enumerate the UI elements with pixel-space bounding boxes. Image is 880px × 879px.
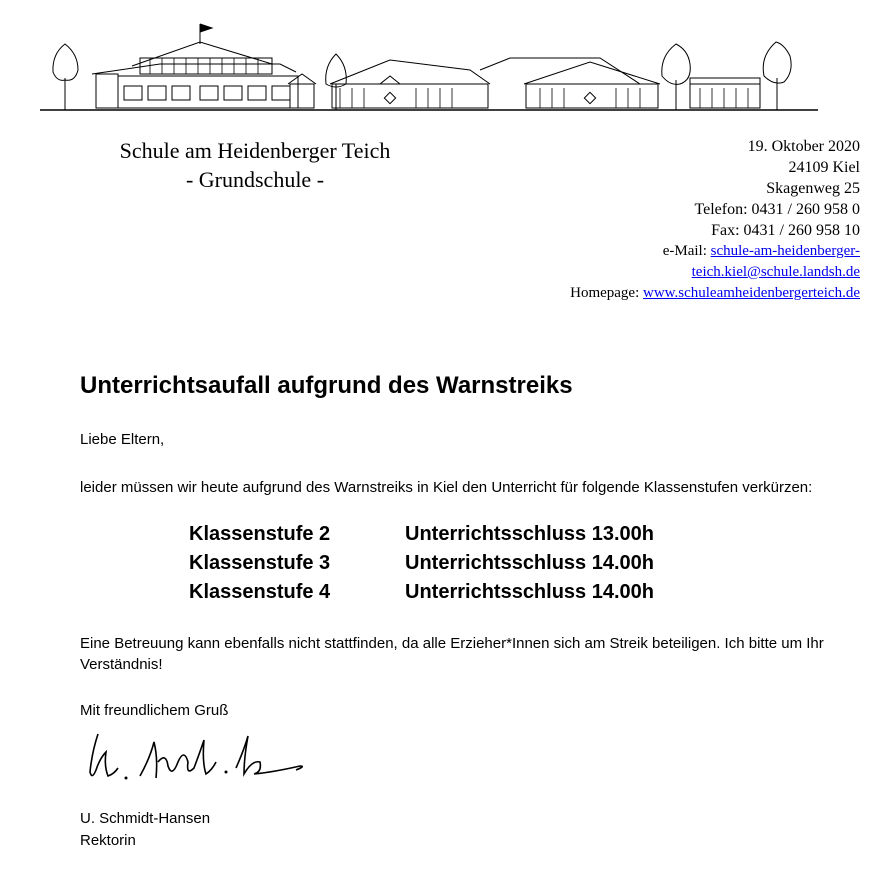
end-time: Unterrichtsschluss 14.00h bbox=[405, 552, 654, 574]
class-schedule bbox=[189, 520, 654, 607]
school-type: - Grundschule - bbox=[185, 167, 325, 192]
salutation: Liebe Eltern, bbox=[80, 431, 165, 448]
grade-label: Klassenstufe 4 bbox=[189, 581, 331, 603]
email-label: e-Mail: bbox=[662, 243, 707, 259]
intro-paragraph: leider müssen wir heute aufgrund des Warnstreiks in Kiel den Unterricht für folgende Klassenstufen verkürzen: bbox=[80, 479, 813, 496]
schedule-row bbox=[189, 578, 654, 607]
phone-number: Telefon: 0431 / 260 958 0 bbox=[694, 201, 860, 218]
school-name: Schule am Heidenberger Teich bbox=[119, 138, 391, 163]
grade-label: Klassenstufe 3 bbox=[189, 552, 331, 574]
fax-number: Fax: 0431 / 260 958 10 bbox=[711, 222, 860, 239]
contact-block bbox=[570, 136, 860, 304]
letter-date: 19. Oktober 2020 bbox=[747, 138, 860, 155]
homepage-label: Homepage: bbox=[570, 285, 640, 301]
grade-label: Klassenstufe 2 bbox=[189, 523, 331, 545]
email-link-line1[interactable]: schule-am-heidenberger- bbox=[710, 243, 860, 259]
closing: Mit freundlichem Gruß bbox=[80, 702, 229, 719]
handwritten-signature bbox=[84, 722, 314, 792]
care-note: Eine Betreuung kann ebenfalls nicht stattfinden, da alle Erzieher*Innen sich am Streik beteiligen. Ich bitte um Ihr Verständnis! bbox=[80, 635, 824, 673]
end-time: Unterrichtsschluss 14.00h bbox=[405, 581, 654, 603]
email-link-line2[interactable]: teich.kiel@schule.landsh.de bbox=[691, 264, 860, 280]
schedule-row bbox=[189, 520, 654, 549]
street-address: Skagenweg 25 bbox=[766, 180, 860, 197]
letter-title: Unterrichtsaufall aufgrund des Warnstreiks bbox=[80, 372, 573, 399]
signer-role: Rektorin bbox=[80, 832, 136, 849]
postal-city: 24109 Kiel bbox=[788, 159, 860, 176]
schedule-row bbox=[189, 549, 654, 578]
school-building-illustration bbox=[40, 14, 820, 116]
end-time: Unterrichtsschluss 13.00h bbox=[405, 523, 654, 545]
school-name-block bbox=[60, 136, 450, 194]
homepage-link[interactable]: www.schuleamheidenbergerteich.de bbox=[643, 285, 860, 301]
signer-name: U. Schmidt-Hansen bbox=[80, 810, 211, 827]
